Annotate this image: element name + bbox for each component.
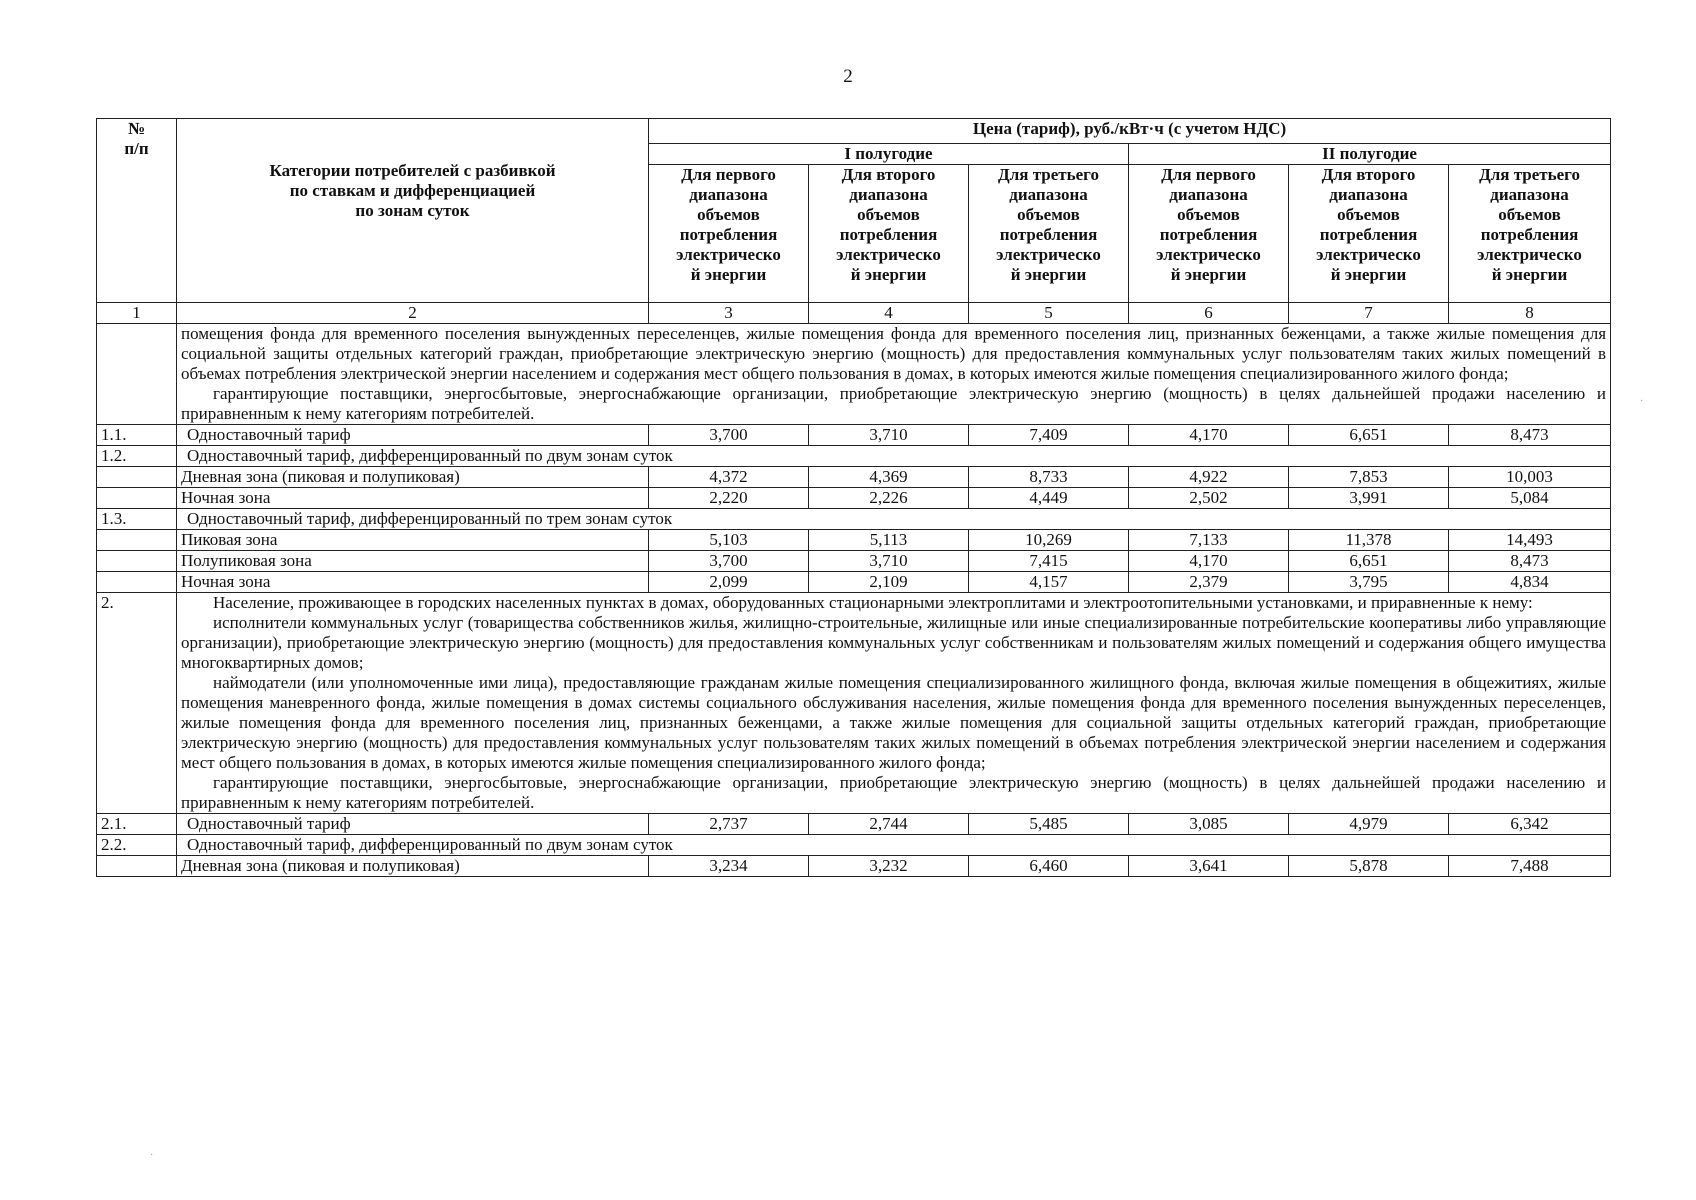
price-value: 2,220: [649, 488, 809, 509]
tariff-name: Одноставочный тариф, дифференцированный по двум зонам суток: [177, 446, 1611, 467]
tariff-name: Ночная зона: [177, 488, 649, 509]
row-number: 2.1.: [97, 814, 177, 835]
price-value: 4,157: [969, 572, 1129, 593]
price-value: 8,733: [969, 467, 1129, 488]
price-value: 3,700: [649, 551, 809, 572]
row-number: [97, 488, 177, 509]
price-value: 6,460: [969, 856, 1129, 877]
price-value: 7,133: [1129, 530, 1289, 551]
price-value: 7,409: [969, 425, 1129, 446]
column-number: 3: [649, 303, 809, 324]
row-number: 2.2.: [97, 835, 177, 856]
price-value: 3,795: [1289, 572, 1449, 593]
tariff-name: Полупиковая зона: [177, 551, 649, 572]
row-number: [97, 551, 177, 572]
description-paragraph: гарантирующие поставщики, энергосбытовые, энергоснабжающие организации, приобретающие электрическую энергию (мощность) в целях дальнейшей продажи населению и приравненным к нему категориям потребителей.: [181, 384, 1607, 423]
price-value: 4,979: [1289, 814, 1449, 835]
price-value: 14,493: [1449, 530, 1611, 551]
price-value: 3,991: [1289, 488, 1449, 509]
description-paragraph: гарантирующие поставщики, энергосбытовые, энергоснабжающие организации, приобретающие электрическую энергию (мощность) в целях дальнейшей продажи населению и приравненным к нему категориям потребителей.: [181, 773, 1607, 812]
scan-mark: ·: [1640, 396, 1644, 407]
price-value: 4,834: [1449, 572, 1611, 593]
tariff-name: Одноставочный тариф: [177, 814, 649, 835]
price-value: 8,473: [1449, 425, 1611, 446]
column-number: 4: [809, 303, 969, 324]
price-value: 6,342: [1449, 814, 1611, 835]
column-number: 8: [1449, 303, 1611, 324]
tariff-name: Одноставочный тариф: [177, 425, 649, 446]
header-number: № п/п: [97, 119, 177, 303]
tariff-row: [97, 446, 1611, 467]
column-number: 2: [177, 303, 649, 324]
price-value: 3,232: [809, 856, 969, 877]
description-paragraph: Население, проживающее в городских населенных пунктах в домах, оборудованных стационарными электроплитами и электроотопительными установками, и приравненные к нему:: [213, 593, 1533, 612]
price-value: 3,700: [649, 425, 809, 446]
price-value: 4,170: [1129, 425, 1289, 446]
price-value: 7,415: [969, 551, 1129, 572]
column-number: 5: [969, 303, 1129, 324]
price-value: 8,473: [1449, 551, 1611, 572]
price-value: 2,744: [809, 814, 969, 835]
column-number: 7: [1289, 303, 1449, 324]
price-value: 2,226: [809, 488, 969, 509]
header-price: Цена (тариф), руб./кВт·ч (с учетом НДС): [649, 119, 1611, 144]
price-value: 3,641: [1129, 856, 1289, 877]
row-number: 2.: [97, 593, 177, 814]
price-value: 2,737: [649, 814, 809, 835]
header-range-3: Для третьего диапазона объемов потребления электрическо й энергии: [969, 165, 1129, 303]
price-value: 3,710: [809, 425, 969, 446]
tariff-row: [97, 425, 1611, 446]
header-range-1: Для первого диапазона объемов потребления электрическо й энергии: [649, 165, 809, 303]
tariff-row: [97, 551, 1611, 572]
price-value: 3,234: [649, 856, 809, 877]
tariff-row: [97, 835, 1611, 856]
price-value: 3,710: [809, 551, 969, 572]
section-1-description: [97, 324, 1611, 425]
price-value: 2,502: [1129, 488, 1289, 509]
price-value: 4,372: [649, 467, 809, 488]
row-number: [97, 856, 177, 877]
tariff-name: Ночная зона: [177, 572, 649, 593]
description-paragraph: помещения фонда для временного поселения вынужденных переселенцев, жилые помещения фонда для временного поселения лиц, признанных беженцами, а также жилые помещения для социальной защиты отдельных категорий граждан, приобретающие электрическую энергию (мощность) для предоставления коммунальных услуг пользователям таких жилых помещений в объемах потребления электрической энергии населением и содержания мест общего пользования в домах, в которых имеются жилые помещения специализированного жилого фонда;: [181, 324, 1607, 383]
price-value: 6,651: [1289, 425, 1449, 446]
description-paragraph: исполнители коммунальных услуг (товарищества собственников жилья, жилищно-строительные, жилищные или иные специализированные потребительские кооперативы либо управляющие организации), приобретающие электрическую энергию (мощность) для предоставления коммунальных услуг собственникам и пользователям жилых помещений и содержания общего имущества многоквартирных домов;: [181, 613, 1607, 672]
price-value: 4,369: [809, 467, 969, 488]
tariff-table: [96, 118, 1611, 877]
tariff-name: Пиковая зона: [177, 530, 649, 551]
page-number: 2: [843, 66, 853, 87]
price-value: 5,084: [1449, 488, 1611, 509]
price-value: 4,170: [1129, 551, 1289, 572]
header-half-2: II полугодие: [1129, 144, 1611, 165]
column-number: 1: [97, 303, 177, 324]
row-number: 1.3.: [97, 509, 177, 530]
tariff-row: [97, 467, 1611, 488]
tariff-name: Одноставочный тариф, дифференцированный по трем зонам суток: [177, 509, 1611, 530]
price-value: 5,113: [809, 530, 969, 551]
category-description: [177, 324, 1611, 425]
row-number: 1.1.: [97, 425, 177, 446]
tariff-row: [97, 530, 1611, 551]
header-categories: Категории потребителей с разбивкой по ставкам и дифференциацией по зонам суток: [177, 119, 649, 303]
tariff-row: [97, 488, 1611, 509]
tariff-row: [97, 509, 1611, 530]
price-value: 5,103: [649, 530, 809, 551]
tariff-row: [97, 814, 1611, 835]
price-value: 2,099: [649, 572, 809, 593]
column-number: 6: [1129, 303, 1289, 324]
header-range-4: Для первого диапазона объемов потребления электрическо й энергии: [1129, 165, 1289, 303]
price-value: 7,853: [1289, 467, 1449, 488]
category-description: [177, 593, 1611, 814]
row-number: [97, 324, 177, 425]
price-value: 3,085: [1129, 814, 1289, 835]
price-value: 4,449: [969, 488, 1129, 509]
price-value: 7,488: [1449, 856, 1611, 877]
price-value: 2,379: [1129, 572, 1289, 593]
price-value: 2,109: [809, 572, 969, 593]
row-number: [97, 572, 177, 593]
header-range-5: Для второго диапазона объемов потребления электрическо й энергии: [1289, 165, 1449, 303]
tariff-name: Дневная зона (пиковая и полупиковая): [177, 856, 649, 877]
row-number: [97, 530, 177, 551]
price-value: 5,878: [1289, 856, 1449, 877]
scan-mark: ·: [150, 1150, 154, 1161]
price-value: 11,378: [1289, 530, 1449, 551]
tariff-name: Дневная зона (пиковая и полупиковая): [177, 467, 649, 488]
row-number: 1.2.: [97, 446, 177, 467]
row-number: [97, 467, 177, 488]
section-2-description: [97, 593, 1611, 814]
price-value: 10,269: [969, 530, 1129, 551]
header-half-1: I полугодие: [649, 144, 1129, 165]
header-range-2: Для второго диапазона объемов потребления электрическо й энергии: [809, 165, 969, 303]
price-value: 10,003: [1449, 467, 1611, 488]
tariff-row: [97, 856, 1611, 877]
description-paragraph: наймодатели (или уполномоченные ими лица), предоставляющие гражданам жилые помещения специализированного жилищного фонда, включая жилые помещения в общежитиях, жилые помещения маневренного фонда, жилые помещения в домах системы социального обслуживания населения, жилые помещения фонда для временного поселения вынужденных переселенцев, жилые помещения фонда для временного поселения лиц, признанных беженцами, а также жилые помещения для социальной защиты отдельных категорий граждан, приобретающие электрическую энергию (мощность) для предоставления коммунальных услуг пользователям таких жилых помещений в объемах потребления электрической энергии населением и содержания мест общего пользования в домах, в которых имеются жилые помещения специализированного жилого фонда;: [181, 673, 1607, 772]
tariff-row: [97, 572, 1611, 593]
price-value: 5,485: [969, 814, 1129, 835]
price-value: 4,922: [1129, 467, 1289, 488]
price-value: 6,651: [1289, 551, 1449, 572]
header-range-6: Для третьего диапазона объемов потребления электрическо й энергии: [1449, 165, 1611, 303]
tariff-name: Одноставочный тариф, дифференцированный по двум зонам суток: [177, 835, 1611, 856]
